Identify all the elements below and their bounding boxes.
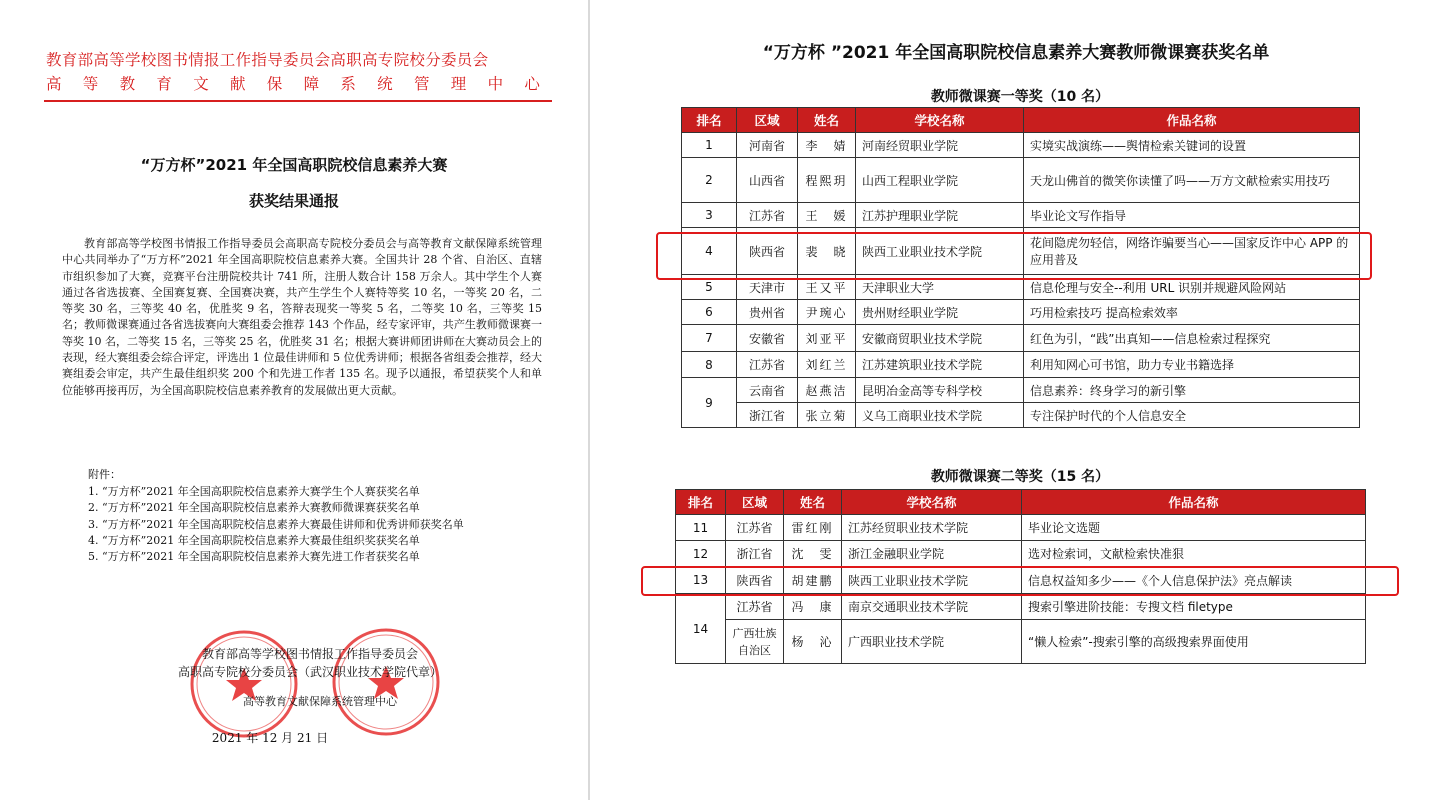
table-header-row (676, 490, 1366, 515)
second-prize-title: 教师微课赛二等奖（15 名） (930, 469, 1110, 485)
name-cell: 杨 沁 (784, 620, 842, 664)
school-cell: 江苏护理职业学院 (856, 203, 1024, 228)
school-cell: 江苏经贸职业技术学院 (842, 515, 1022, 541)
table-row (682, 352, 1360, 378)
header-name: 姓名 (798, 108, 856, 133)
work-cell: 巧用检索技巧 提高检索效率 (1024, 300, 1360, 325)
school-cell: 河南经贸职业学院 (856, 133, 1024, 158)
region-cell: 陕西省 (737, 228, 798, 275)
school-cell: 广西职业技术学院 (842, 620, 1022, 664)
name-cell: 张立菊 (798, 403, 856, 428)
attachment-item: 1. “万方杯”2021 年全国高职院校信息素养大赛学生个人赛获奖名单 (88, 485, 420, 498)
header-rank: 排名 (676, 490, 726, 515)
table-row (682, 403, 1360, 428)
attachment-item: 3. “万方杯”2021 年全国高职院校信息素养大赛最佳讲师和优秀讲师获奖名单 (88, 517, 464, 531)
work-cell: 天龙山佛首的微笑你读懂了吗——万方文献检索实用技巧 (1024, 158, 1360, 203)
school-cell: 陕西工业职业技术学院 (856, 228, 1024, 275)
work-cell: 信息伦理与安全--利用 URL 识别并规避风险网站 (1024, 275, 1360, 300)
work-cell: 毕业论文写作指导 (1024, 203, 1360, 228)
table-row (682, 203, 1360, 228)
school-cell: 贵州财经职业学院 (856, 300, 1024, 325)
region-cell: 江苏省 (726, 515, 784, 541)
region-cell: 山西省 (737, 158, 798, 203)
header-work: 作品名称 (1024, 108, 1360, 133)
page-divider (588, 0, 590, 800)
school-cell: 昆明冶金高等专科学校 (856, 378, 1024, 403)
region-cell: 浙江省 (737, 403, 798, 428)
issuer-header-line1: 教育部高等学校图书情报工作指导委员会高职高专院校分委员会 (46, 51, 489, 69)
rank-cell: 2 (682, 158, 737, 203)
school-cell: 天津职业大学 (856, 275, 1024, 300)
table-row (676, 594, 1366, 620)
region-cell: 陕西省 (726, 567, 784, 594)
table-row (682, 325, 1360, 352)
school-cell: 南京交通职业技术学院 (842, 594, 1022, 620)
rank-cell: 14 (676, 594, 726, 664)
header-school: 学校名称 (856, 108, 1024, 133)
table-header-row (682, 108, 1360, 133)
signature-line2: 高职高专院校分委员会（武汉职业技术学院代章） (177, 665, 442, 679)
school-cell: 陕西工业职业技术学院 (842, 567, 1022, 594)
first-prize-title: 教师微课赛一等奖（10 名） (930, 89, 1110, 105)
award-list-title: “万方杯 ”2021 年全国高职院校信息素养大赛教师微课赛获奖名单 (762, 43, 1270, 63)
signature-line1: 教育部高等学校图书情报工作指导委员会 (201, 647, 418, 661)
region-cell: 浙江省 (726, 541, 784, 567)
name-cell: 尹琬心 (798, 300, 856, 325)
work-cell: 搜索引擎进阶技能：专搜文档 filetype (1022, 594, 1366, 620)
signature-line3: 高等教育文献保障系统管理中心 (243, 695, 397, 708)
header-school: 学校名称 (842, 490, 1022, 515)
attachment-item: 5. “万方杯”2021 年全国高职院校信息素养大赛先进工作者获奖名单 (88, 550, 420, 564)
name-cell: 雷红刚 (784, 515, 842, 541)
notice-body: 教育部高等学校图书情报工作指导委员会高职高专院校分委员会与高等教育文献保障系统管理中心共同举办了“万方杯”2021 年全国高职院校信息素养大赛。全国共计 28 个省、自治区、直辖市组织参加了大赛，竞赛平台注册院校共计 741 所，注册人数合计 158 万余人。其中学生个人赛通过各省选拔赛、全国赛复赛、全国赛决赛，共产生学生个人赛特等奖 10 名，一等奖 20 名，二等奖 30 名，三等奖 40 名，优胜奖 9 名，答辩表现奖一等奖 5 名，二等奖 10 名，三等奖 15 名；教师微课赛通过各省选拔赛向大赛组委会推荐 143 个作品，经专家评审，共产生教师微课赛一等奖 10 名，二等奖 15 名，三等奖 25 名，优胜奖 31 名；根据大赛讲师团讲师在大赛动员会上的表现，经大赛组委会综合评定，评选出 1 位最佳讲师和 5 位优秀讲师；根据各省组委会推荐，经大赛组委会审定，共产生最佳组织奖 200 个和先进工作者 135 名。现予以通报，希望获奖个人和单位能够再接再厉，为全国高职院校信息素养教育的发展做出更大贡献。 (62, 237, 542, 397)
region-cell: 广西壮族自治区 (726, 620, 784, 664)
name-cell: 赵燕洁 (798, 378, 856, 403)
rank-cell: 13 (676, 567, 726, 594)
rank-cell: 7 (682, 325, 737, 352)
school-cell: 江苏建筑职业技术学院 (856, 352, 1024, 378)
name-cell: 刘亚平 (798, 325, 856, 352)
table-row (682, 300, 1360, 325)
rank-cell: 5 (682, 275, 737, 300)
name-cell: 王 媛 (798, 203, 856, 228)
rank-cell: 3 (682, 203, 737, 228)
attachment-item: 2. “万方杯”2021 年全国高职院校信息素养大赛教师微课赛获奖名单 (88, 501, 420, 515)
school-cell: 山西工程职业学院 (856, 158, 1024, 203)
table-row (682, 133, 1360, 158)
issue-date: 2021 年 12 月 21 日 (211, 731, 329, 745)
header-work: 作品名称 (1022, 490, 1366, 515)
work-cell: 信息素养：终身学习的新引擎 (1024, 378, 1360, 403)
header-rank: 排名 (682, 108, 737, 133)
name-cell: 冯 康 (784, 594, 842, 620)
name-cell: 李 婧 (798, 133, 856, 158)
work-cell: 利用知网心可书馆，助力专业书籍选择 (1024, 352, 1360, 378)
official-seal-right (330, 626, 442, 738)
notice-subtitle: 获奖结果通报 (248, 192, 339, 210)
school-cell: 义乌工商职业技术学院 (856, 403, 1024, 428)
name-cell: 沈 雯 (784, 541, 842, 567)
attachment-item: 4. “万方杯”2021 年全国高职院校信息素养大赛最佳组织奖获奖名单 (88, 533, 420, 547)
highlight-box-second-prize-row13 (641, 566, 1399, 596)
region-cell: 河南省 (737, 133, 798, 158)
attachment-list (62, 484, 542, 565)
region-cell: 江苏省 (737, 203, 798, 228)
region-cell: 天津市 (737, 275, 798, 300)
work-cell: 实境实战演练——舆情检索关键词的设置 (1024, 133, 1360, 158)
table-row (676, 620, 1366, 664)
header-region: 区域 (737, 108, 798, 133)
region-cell: 安徽省 (737, 325, 798, 352)
table-row (676, 515, 1366, 541)
rank-cell: 11 (676, 515, 726, 541)
rank-cell: 4 (682, 228, 737, 275)
work-cell: 专注保护时代的个人信息安全 (1024, 403, 1360, 428)
school-cell: 安徽商贸职业技术学院 (856, 325, 1024, 352)
work-cell: 红色为引，“践”出真知——信息检索过程探究 (1024, 325, 1360, 352)
header-region: 区域 (726, 490, 784, 515)
name-cell: 裴 晓 (798, 228, 856, 275)
region-cell: 贵州省 (737, 300, 798, 325)
attachment-label: 附件： (88, 468, 121, 481)
work-cell: 毕业论文选题 (1022, 515, 1366, 541)
rank-cell: 6 (682, 300, 737, 325)
notice-title: “万方杯”2021 年全国高职院校信息素养大赛 (140, 156, 448, 174)
notice-page (0, 0, 588, 800)
name-cell: 程熙玥 (798, 158, 856, 203)
school-cell: 浙江金融职业学院 (842, 541, 1022, 567)
region-cell: 江苏省 (737, 352, 798, 378)
name-cell: 刘红兰 (798, 352, 856, 378)
rank-cell: 12 (676, 541, 726, 567)
highlight-box-first-prize-row4 (656, 232, 1372, 280)
work-cell: 信息权益知多少——《个人信息保护法》亮点解读 (1022, 567, 1366, 594)
work-cell: 选对检索词，文献检索快准狠 (1022, 541, 1366, 567)
issuer-header-line2: 高 等 教 育 文 献 保 障 系 统 管 理 中 心 (46, 75, 540, 93)
table-row (676, 541, 1366, 567)
work-cell: 花间隐虎勿轻信，网络诈骗要当心——国家反诈中心 APP 的应用普及 (1024, 228, 1360, 275)
name-cell: 王又平 (798, 275, 856, 300)
table-row (682, 378, 1360, 403)
rank-cell: 8 (682, 352, 737, 378)
rank-cell: 1 (682, 133, 737, 158)
header-name: 姓名 (784, 490, 842, 515)
rank-cell: 9 (682, 378, 737, 428)
name-cell: 胡建鹏 (784, 567, 842, 594)
table-row (682, 158, 1360, 203)
region-cell: 云南省 (737, 378, 798, 403)
region-cell: 江苏省 (726, 594, 784, 620)
header-rule (44, 100, 552, 102)
work-cell: “懒人检索”-搜索引擎的高级搜索界面使用 (1022, 620, 1366, 664)
